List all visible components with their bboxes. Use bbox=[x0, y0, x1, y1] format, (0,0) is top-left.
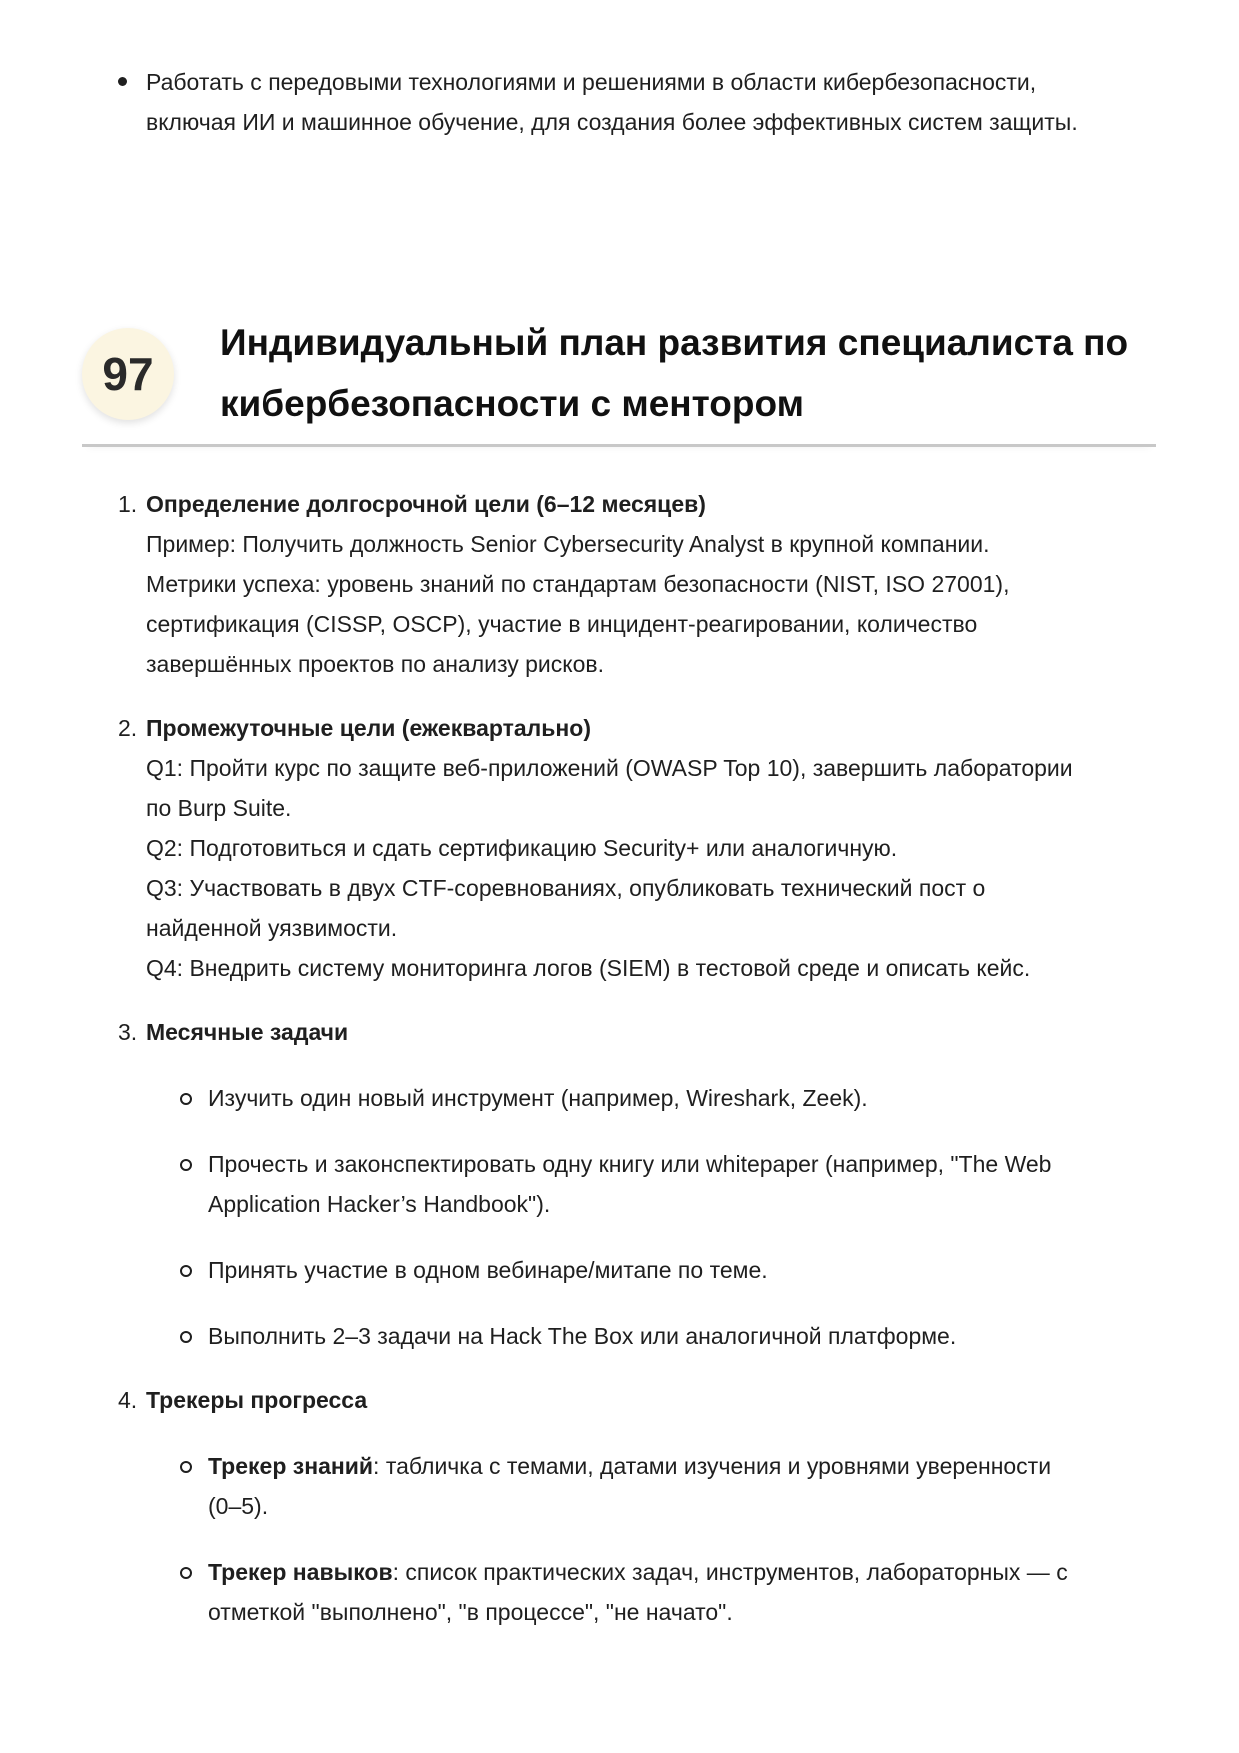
plan-item-line: сертификация (CISSP, OSCP), участие в инцидент-реагировании, количество bbox=[146, 611, 978, 637]
sub-list-item bbox=[208, 1078, 1188, 1118]
list-number: 2. bbox=[118, 715, 138, 741]
plan-item-line: Q1: Пройти курс по защите веб-приложений (OWASP Top 10), завершить лаборатории bbox=[146, 755, 1073, 781]
trackers-sublist bbox=[208, 1446, 1188, 1632]
sub-list-item bbox=[208, 1446, 1188, 1526]
circle-bullet-icon bbox=[180, 1331, 192, 1343]
list-number: 3. bbox=[118, 1019, 138, 1045]
plan-item-progress-trackers bbox=[118, 1380, 1158, 1632]
tracker-description: : табличка с темами, датами изучения и уровнями уверенности bbox=[373, 1453, 1052, 1479]
section-title bbox=[220, 312, 1150, 434]
development-plan-list bbox=[0, 484, 1239, 1632]
sub-item-text bbox=[208, 1552, 1188, 1592]
sub-list-item bbox=[208, 1316, 1188, 1356]
list-number: 4. bbox=[118, 1387, 138, 1413]
tracker-name: Трекер навыков bbox=[208, 1559, 393, 1585]
plan-item-monthly-tasks bbox=[118, 1012, 1158, 1356]
plan-item-line: завершённых проектов по анализу рисков. bbox=[146, 651, 605, 677]
section-title-line-1: Индивидуальный план развития специалиста по bbox=[220, 322, 1129, 363]
plan-item-heading: Трекеры прогресса bbox=[146, 1387, 368, 1413]
section-number-badge: 97 bbox=[82, 328, 174, 420]
intro-bullet-item bbox=[118, 62, 1158, 142]
tracker-name: Трекер знаний bbox=[208, 1453, 374, 1479]
plan-item-heading: Определение долгосрочной цели (6–12 месяцев) bbox=[146, 491, 706, 517]
plan-item-long-term-goal bbox=[118, 484, 1158, 684]
plan-item-line: Q2: Подготовиться и сдать сертификацию Security+ или аналогичную. bbox=[146, 835, 898, 861]
plan-item-heading: Месячные задачи bbox=[146, 1019, 349, 1045]
intro-bullet-line-2: включая ИИ и машинное обучение, для создания более эффективных систем защиты. bbox=[146, 109, 1078, 135]
plan-item-line: Q4: Внедрить систему мониторинга логов (SIEM) в тестовой среде и описать кейс. bbox=[146, 955, 1031, 981]
intro-bullet-line-1: Работать с передовыми технологиями и решениями в области кибербезопасности, bbox=[146, 69, 1037, 95]
circle-bullet-icon bbox=[180, 1461, 192, 1473]
plan-item-line: по Burp Suite. bbox=[146, 795, 292, 821]
bullet-dot-icon bbox=[118, 77, 127, 86]
monthly-tasks-sublist bbox=[208, 1078, 1188, 1356]
plan-item-line: Q3: Участвовать в двух CTF-соревнованиях, опубликовать технический пост о bbox=[146, 875, 986, 901]
plan-item-quarterly-goals bbox=[118, 708, 1158, 988]
circle-bullet-icon bbox=[180, 1093, 192, 1105]
circle-bullet-icon bbox=[180, 1265, 192, 1277]
sub-item-text: Принять участие в одном вебинаре/митапе по теме. bbox=[208, 1257, 768, 1283]
sub-list-item bbox=[208, 1250, 1188, 1290]
plan-item-line: найденной уязвимости. bbox=[146, 915, 398, 941]
sub-list-item bbox=[208, 1144, 1188, 1224]
circle-bullet-icon bbox=[180, 1159, 192, 1171]
sub-item-text bbox=[208, 1446, 1188, 1486]
sub-item-text: отметкой "выполнено", "в процессе", "не начато". bbox=[208, 1599, 733, 1625]
sub-item-text: (0–5). bbox=[208, 1493, 269, 1519]
list-number: 1. bbox=[118, 491, 138, 517]
sub-item-text: Изучить один новый инструмент (например, Wireshark, Zeek). bbox=[208, 1085, 868, 1111]
section-heading bbox=[82, 312, 1156, 447]
circle-bullet-icon bbox=[180, 1567, 192, 1579]
plan-item-line: Метрики успеха: уровень знаний по стандартам безопасности (NIST, ISO 27001), bbox=[146, 571, 1010, 597]
sub-item-text: Прочесть и законспектировать одну книгу или whitepaper (например, "The Web bbox=[208, 1151, 1052, 1177]
plan-item-line: Пример: Получить должность Senior Cybersecurity Analyst в крупной компании. bbox=[146, 531, 990, 557]
sub-item-text: Выполнить 2–3 задачи на Hack The Box или аналогичной платформе. bbox=[208, 1323, 957, 1349]
tracker-description: : список практических задач, инструментов, лабораторных — с bbox=[392, 1559, 1068, 1585]
section-title-line-2: кибербезопасности с ментором bbox=[220, 383, 804, 424]
sub-item-text: Application Hacker’s Handbook"). bbox=[208, 1191, 551, 1217]
plan-item-heading: Промежуточные цели (ежеквартально) bbox=[146, 715, 592, 741]
sub-list-item bbox=[208, 1552, 1188, 1632]
